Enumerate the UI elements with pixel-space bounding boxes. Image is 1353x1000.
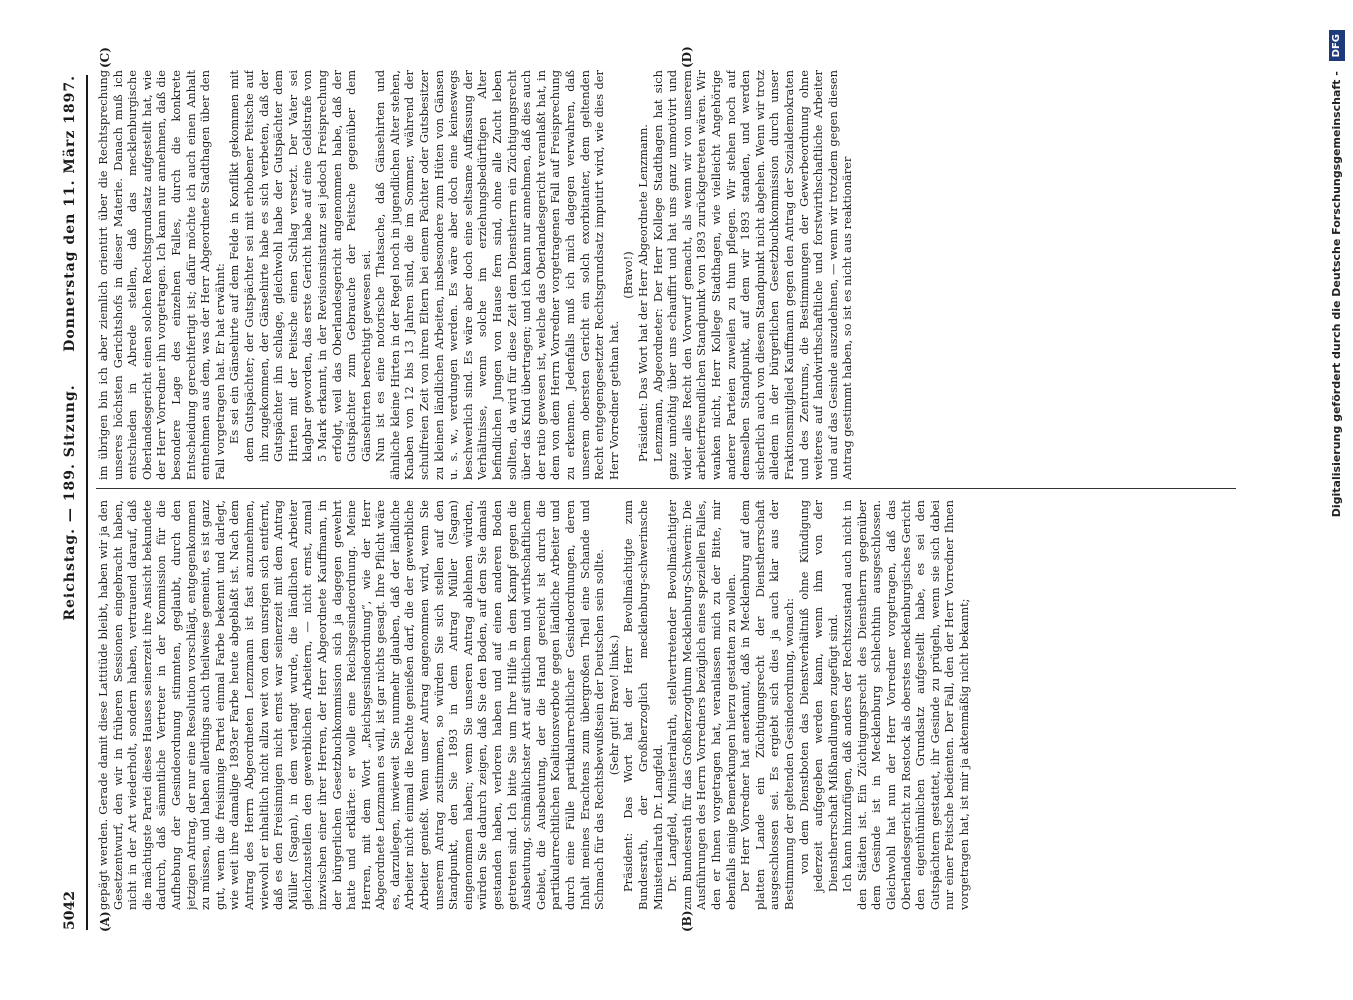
- margin-marker-a: (A): [98, 911, 112, 932]
- right-column: [96, 70, 1236, 480]
- paragraph: Nun ist es eine notorische Thatsache, daß Gänsehirten und ähnliche kleine Hirten in der Regel noch in jugendlichen Alter stehen, Knaben von 12 bis 13 Jahren sind, die im Sommer, während der schulfreien Zeit von ihren Eltern bei einem Pächter oder Gutsbesitzer zu kleinen ländlichen Arbeiten, insbesondere zum Hüten von Gänsen u. s. w., verdungen werden. Es wäre aber doch eine keineswegs beschwerlich sind. Es wäre aber doch eine seltsame Auffassung der Verhältnisse, wenn solche im erziehungsbedürftigen Alter befindlichen Jungen von Hause fern sind, ohne alle Zucht leben sollten, da wird für diese Zeit dem Dienstherrn ein Züchtigungsrecht über das Kind übertragen; und ich kann nur annehmen, daß dies auch der ratio gewesen ist, welche das Oberlandesgericht veranlaßt hat, in dem von dem Herrn Vorredner vorgetragenen Fall auf Freisprechung zu erkennen. Jedenfalls muß ich mich dagegen verwahren, daß unserem obersten Gericht ein solch exorbitanter, dem geltenden Recht entgegengesetzter Rechtsgrundsatz imputirt wird, wie dies der Herr Vorredner gethan hat.: [373, 70, 621, 480]
- session-date: Donnerstag den 11. März 1897.: [62, 75, 78, 352]
- digitization-credit: [1329, 30, 1349, 990]
- margin-marker-b: (B): [680, 910, 694, 932]
- page-header: [60, 75, 88, 930]
- left-column: [96, 500, 1236, 910]
- paragraph: Dr. Langfeld, Ministerialrath, stellvertretender Bevollmächtigter zum Bundesrath für das Großherzogthum Mecklenburg-Schwerin: Die Ausführungen des Herrn Vorredners bezüglich eines speziellen Falles, den er Ihnen vorgetragen hat, veranlassen mich zu der Bitte, mir ebenfalls einige Bemerkungen hierzu gestatten zu wollen.: [665, 500, 738, 910]
- margin-marker-d: (D): [680, 46, 694, 68]
- column-divider: [96, 488, 1236, 489]
- paragraph: im übrigen bin ich aber ziemlich orientirt über die Rechtsprechung unseres höchsten Gerichtshofs in dieser Materie. Danach muß ich entschieden in Abrede stellen, daß das mecklenburgische Oberlandesgericht einen solchen Rechtsgrundsatz aufgestellt hat, wie der Herr Vorredner ihn vorgetragen. Ich kann nur annehmen, daß die besondere Lage des einzelnen Falles, durch die konkrete Entscheidung gerechtfertigt ist; dafür möchte ich auch einen Anhalt entnehmen aus dem, was der Herr Abgeordnete Stadthagen über den Fall vorgetragen hat. Er hat erwähnt:: [96, 70, 227, 480]
- paragraph: Präsident: Das Wort hat der Herr Bevollmächtigte zum Bundesrath, der Großherzoglich mecklenburg-schwerinsche Ministerialrath Dr. Langfeld.: [621, 500, 665, 910]
- paragraph: Ich kann hinzufügen, daß anders der Rechtszustand auch nicht in den Städten ist. Ein Züchtigungsrecht des Dienstherrn gegenüber dem Gesinde ist in Mecklenburg schlechthin ausgeschlossen. Gleichwohl hat nun der Herr Vorredner vorgetragen, daß das Oberlandesgericht zu Rostock als oberstes mecklenburgisches Gericht den eigenthümlichen Grundsatz aufgestellt habe, es sei den Gutspächtern gestattet, ihr Gesinde zu prügeln, wenn sie sich dabei nur einer Peitsche bedienten. Der Fall, den der Herr Vorredner Ihnen vorgetragen hat, ist mir ja aktenmäßig nicht bekannt;: [840, 500, 972, 910]
- paragraph: Der Herr Vorredner hat anerkannt, daß in Mecklenburg auf dem platten Lande ein Züchtigungsrecht der Dienstherrschaft ausgeschlossen sei. Es ergiebt sich dies ja auch klar aus der Bestimmung der geltenden Gesindeordnung, wonach:: [738, 500, 796, 910]
- quote: Es sei ein Gänsehirte auf dem Felde in Konflikt gekommen mit dem Gutspächter; der Gutspächter sei mit erhobener Peitsche auf ihn zugekommen, der Gänsehirte habe es sich verbeten, daß der Gutspächter ihn schlage, gleichwohl habe der Gutspächter dem Hirten mit der Peitsche einen Schlag versetzt. Der Vater sei klagbar geworden, das erste Gericht habe auf eine Geldstrafe von 5 Mark erkannt, in der Revisionsinstanz sei jedoch Freisprechung erfolgt, weil das Oberlandesgericht angenommen habe, daß der Gutspächter zum Gebrauche der Peitsche gegenüber dem Gänsehirten berechtigt gewesen sei.: [227, 70, 373, 462]
- interjection: (Bravo!): [621, 251, 636, 299]
- credit-text: Digitalisierung gefördert durch die Deutsche Forschungsgemeinschaft -: [1330, 71, 1343, 518]
- margin-marker-c: (C): [98, 47, 112, 68]
- paragraph: Präsident: Das Wort hat der Herr Abgeordnete Lenzmann.: [635, 124, 650, 462]
- interjection: (Sehr gut! Bravo! links.): [606, 634, 621, 776]
- paragraph: gepägt werden. Gerade damit diese Lattitüde bleibt, haben wir ja den Gesetzentwurf, den wir in früheren Sessionen eingebracht haben, nicht in der Art wiederholt, sondern haben, vertrauend darauf, daß die mächtigste Partei dieses Hauses seinerzeit ihre Ansicht bekundete dadurch, daß sämmtliche Vertreter in der Kommission für die Aufhebung der Gesindeordnung stimmten, geglaubt, durch den jetzigen Antrag, der nur eine Resolution vorschlägt, entgegenkommen zu müssen, und haben allerdings auch theilweise gemeint, es ist ganz gut, wenn die freisinnige Partei einmal Farbe bekennt und darlegt, wie weit ihre damalige 1893er Farbe heute abgeblaßt ist. Nach dem Antrag des Herrn Abgeordneten Lenzmann ist fast anzunehmen, wiewohl er inhaltlich nicht allzu weit von dem unsrigen sich entfernt, daß es den Freisinnigen nicht ernst war seinerzeit mit dem Antrag Müller (Sagan), in dem verlangt wurde, die ländlichen Arbeiter gleichzustellen den gewerblichen Arbeitern, — nicht ernst, zumal inzwischen einer ihrer Herren, der Herr Abgeordnete Kauffmann, in der bürgerlichen Gesetzbuchkommission sich ja dagegen gewehrt hatte und erklärte: er wolle eine Reichsgesindeordnung. Meine Herren, mit dem Wort „Reichsgesindeordnung“, wie der Herr Abgeordnete Lenzmann es will, ist gar nichts gesagt. Ihre Pflicht wäre es, darzulegen, inwieweit Sie nunmehr glauben, daß der ländliche Arbeiter nicht einmal die Rechte genießen darf, die der gewerbliche Arbeiter genießt. Wenn unser Antrag angenommen wird, wenn Sie unserem Antrag zustimmen, so würden Sie sich stellen auf den Standpunkt, den Sie 1893 in dem Antrag Müller (Sagan) eingenommen haben; wenn Sie unseren Antrag ablehnen würden, würden Sie dadurch zeigen, daß Sie den Boden, auf dem Sie damals gestanden haben, verloren haben und auf einen anderen Boden getreten sind. Ich bitte Sie um Ihre Hilfe in dem Kampf gegen die Ausbeutung, schmählichster Art auf sittlichem und wirthschaftlichem Gebiet, die Ausbeutung, der die Hand gereicht ist durch die partikularrechtlichen Koalitionsverbote gegen ländliche Arbeiter und durch eine Fülle partikularrechtlicher Gesindeordnungen, deren Inhalt meines Erachtens zum übergroßen Theil eine Schande und Schmach für das Rechtsbewußtsein der Deutschen sein sollte.: [96, 500, 607, 910]
- session-title: Reichstag. — 189. Sitzung.: [62, 384, 78, 621]
- page-number: 5042: [62, 891, 78, 930]
- dfg-logo: DFG: [1329, 30, 1345, 61]
- paragraph: Lenzmann, Abgeordneter: Der Herr Kollege Stadthagen hat sich ganz unnöthig über uns echauffirt und hat uns ganz unmotivirt und wider alles Recht den Vorwurf gemacht, als wenn wir von unserem arbeiterfreundlichen Standpunkt von 1893 zurückgetreten wären. Wir wanken nicht, Herr Kollege Stadthagen, wie vielleicht Angehörige anderer Parteien zuweilen zu thun pflegen. Wir stehen noch auf demselben Standpunkt, auf dem wir 1893 standen, und werden sicherlich auch von diesem Standpunkt nicht abgehen. Wenn wir trotz alledem in der bürgerlichen Gesetzbuchkommission durch unser Fraktionsmitglied Kauffmann gegen den Antrag der Sozialdemokraten und des Zentrums, die Bestimmungen der Gewerbeordnung ohne weiteres auf landwirthschaftliche und forstwirthschaftliche Arbeiter und auf das Gesinde auszudehnen, — wenn wir trotzdem gegen diesen Antrag gestimmt haben, so ist es nicht aus reaktionärer: [650, 70, 855, 480]
- quote: von dem Dienstboten das Dienstverhältniß ohne Kündigung jederzeit aufgegeben werden kann, wenn ihm von der Dienstherrschaft Mißhandlungen zugefügt sind.: [796, 500, 840, 892]
